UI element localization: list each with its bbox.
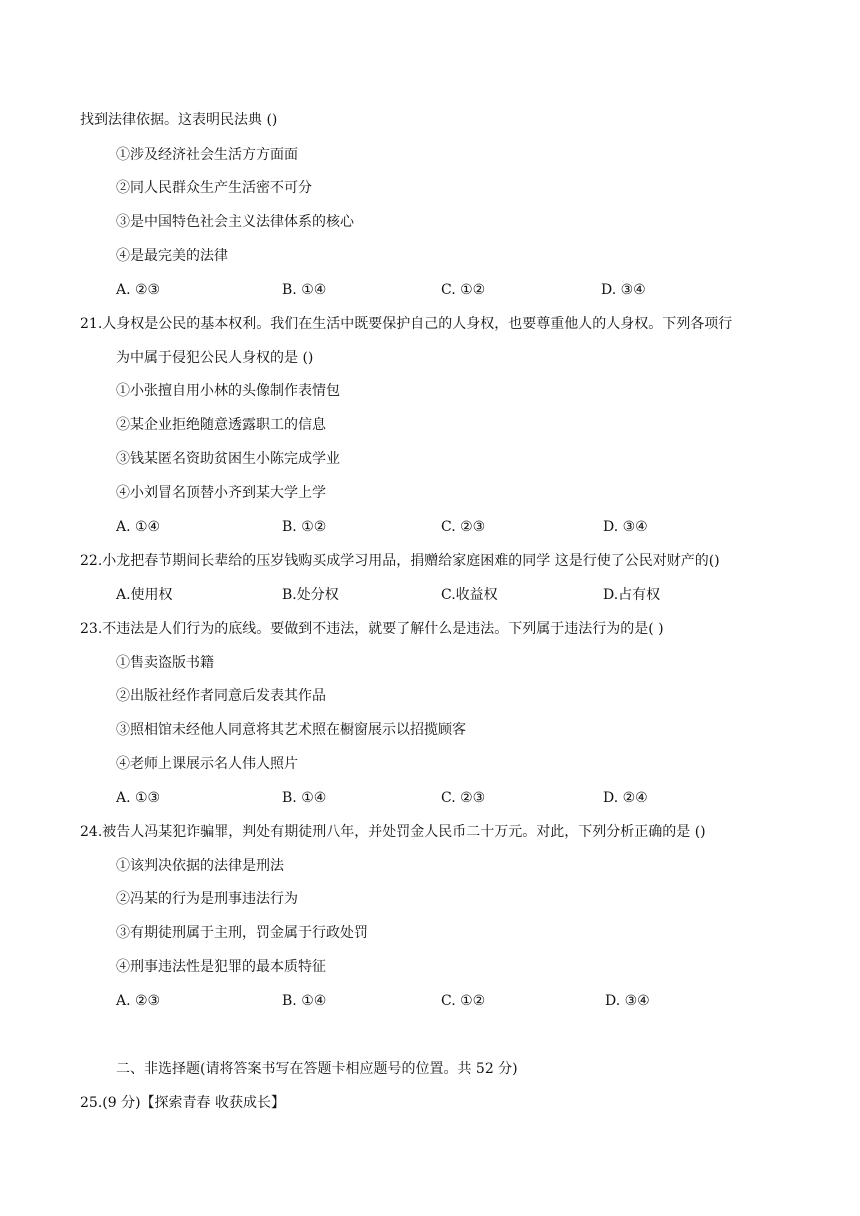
q23-option-c: C. ②③ <box>441 790 486 806</box>
q23-stem: 23.不违法是人们行为的底线。要做到不违法，就要了解什么是违法。下列属于违法行为的是( ) <box>80 621 664 637</box>
q20-option-a: A. ②③ <box>116 282 161 298</box>
q23-item-4: ④老师上课展示名人伟人照片 <box>116 756 298 772</box>
q23-option-d: D. ②④ <box>603 790 648 806</box>
q23-item-1: ①售卖盗版书籍 <box>116 655 214 671</box>
q24-item-2: ②冯某的行为是刑事违法行为 <box>116 891 298 907</box>
q21-option-d: D. ③④ <box>603 519 648 535</box>
q20-option-b: B. ①④ <box>282 282 327 298</box>
q21-item-2: ②某企业拒绝随意透露职工的信息 <box>116 417 326 433</box>
q24-option-b: B. ①④ <box>282 993 327 1009</box>
q23-option-a: A. ①③ <box>116 790 161 806</box>
q21-option-c: C. ②③ <box>441 519 486 535</box>
q20-item-3: ③是中国特色社会主义法律体系的核心 <box>116 214 354 230</box>
q20-item-4: ④是最完美的法律 <box>116 248 228 264</box>
q22-stem: 22.小龙把春节期间长辈给的压岁钱购买成学习用品，捐赠给家庭困难的同学 这是行使了公民对财产的() <box>80 553 720 569</box>
q21-option-a: A. ①④ <box>116 519 161 535</box>
q21-item-4: ④小刘冒名顶替小齐到某大学上学 <box>116 485 326 501</box>
q20-item-1: ①涉及经济社会生活方方面面 <box>116 147 298 163</box>
q24-option-a: A. ②③ <box>116 993 161 1009</box>
q24-stem: 24.被告人冯某犯诈骗罪，判处有期徒刑八年，并处罚金人民币二十万元。对此，下列分析正确的是 () <box>80 824 706 840</box>
q23-item-3: ③照相馆未经他人同意将其艺术照在橱窗展示以招揽顾客 <box>116 722 466 738</box>
q24-option-c: C. ①② <box>441 993 486 1009</box>
q21-item-3: ③钱某匿名资助贫困生小陈完成学业 <box>116 451 340 467</box>
q20-option-c: C. ①② <box>441 282 486 298</box>
q23-item-2: ②出版社经作者同意后发表其作品 <box>116 688 326 704</box>
q20-item-2: ②同人民群众生产生活密不可分 <box>116 180 312 196</box>
q24-item-4: ④刑事违法性是犯罪的最本质特征 <box>116 959 326 975</box>
q21-stem-line1: 21.人身权是公民的基本权利。我们在生活中既要保护自己的人身权，也要尊重他人的人身权。下列各项行 <box>80 316 733 332</box>
q25-title: 25.(9 分)【探索青春 收获成长】 <box>80 1095 285 1111</box>
q21-option-b: B. ①② <box>282 519 327 535</box>
q21-item-1: ①小张擅自用小林的头像制作表情包 <box>116 383 340 399</box>
q24-item-1: ①该判决依据的法律是刑法 <box>116 858 284 874</box>
q24-option-d: D. ③④ <box>605 993 650 1009</box>
q24-item-3: ③有期徒刑属于主刑，罚金属于行政处罚 <box>116 925 368 941</box>
q21-stem-line2: 为中属于侵犯公民人身权的是 () <box>116 350 314 366</box>
section-2-heading: 二、非选择题(请将答案书写在答题卡相应题号的位置。共 52 分) <box>116 1061 518 1077</box>
q22-option-d: D.占有权 <box>603 587 661 603</box>
q22-option-c: C.收益权 <box>441 587 498 603</box>
q22-option-b: B.处分权 <box>282 587 339 603</box>
q20-stem-tail: 找到法律依据。这表明民法典 () <box>80 112 278 128</box>
q23-option-b: B. ①④ <box>282 790 327 806</box>
q22-option-a: A.使用权 <box>116 587 173 603</box>
q20-option-d: D. ③④ <box>601 282 646 298</box>
